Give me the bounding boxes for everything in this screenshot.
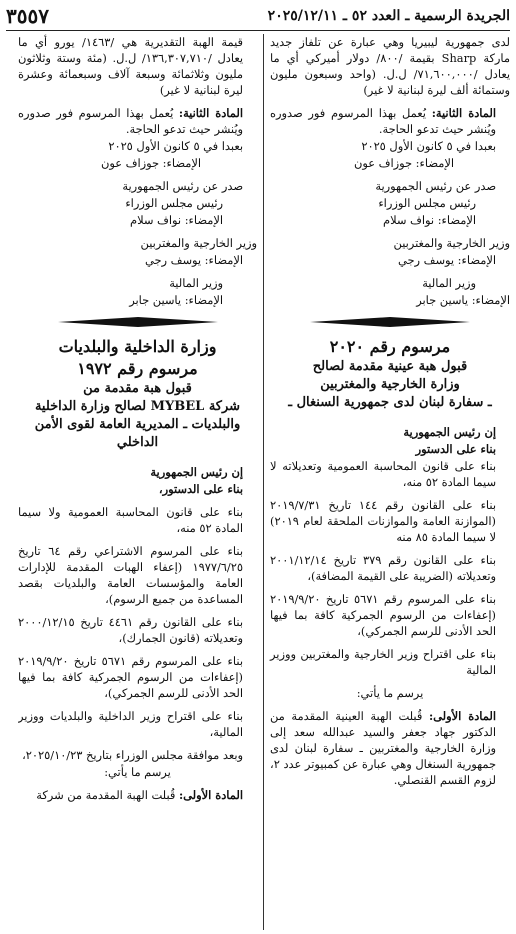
left-president-heading: إن رئيس الجمهورية	[150, 465, 243, 479]
right-decree-subtitle-2: وزارة الخارجية والمغتربين	[320, 377, 460, 392]
left-article-2	[18, 105, 257, 137]
left-article-1-label: المادة الأولى:	[178, 788, 243, 802]
left-article-1-text: قُبلت الهبة المقدمة من شركة	[36, 788, 179, 802]
left-president-signature: الإمضاء: جوزاف عون	[101, 156, 201, 170]
right-constitution-heading: بناء على الدستور	[415, 442, 496, 456]
left-decree-title: مرسوم رقم ١٩٧٢	[77, 359, 198, 378]
left-decree-subtitle-1: قبول هبة مقدمة من	[83, 381, 192, 396]
right-intro: لدى جمهورية ليبيريا وهي عبارة عن تلفاز جديد ماركة Sharp بقيمة /٨٠٠/ دولار أميركي أي ما يعادل /٧١,٦٠٠,٠٠٠/ ل.ل. (واحد وسبعون مليون وستمائة ألف ليرة لبنانية لا غير)	[270, 35, 510, 97]
left-pm-signature: الإمضاء: نواف سلام	[130, 213, 223, 227]
left-constitution-heading: بناء على الدستور،	[158, 482, 243, 496]
left-article-1	[18, 787, 257, 803]
columns	[6, 34, 510, 930]
left-issued-by: صدر عن رئيس الجمهورية	[122, 179, 243, 193]
right-fin-title: وزير المالية	[422, 276, 476, 290]
right-fin-signature: الإمضاء: ياسين جابر	[416, 293, 510, 307]
left-fm-signature: الإمضاء: يوسف رجي	[145, 253, 243, 267]
left-article-2-text: يُعمل بهذا المرسوم فور صدوره ويُنشر حيث تدعو الحاجة.	[18, 106, 243, 136]
left-article-2-label: المادة الثانية:	[178, 106, 243, 120]
left-ministry-title: وزارة الداخلية والبلديات	[58, 337, 217, 356]
right-citation-4: بناء على المرسوم رقم ٥٦٧١ تاريخ ٢٠١٩/٩/٢٠ (إعفاءات من الرسوم الجمركية كافة بما فيها الحد الأدنى للرسم الجمركي)،	[270, 592, 496, 638]
left-pm-title: رئيس مجلس الوزراء	[125, 196, 223, 210]
right-president-heading: إن رئيس الجمهورية	[403, 425, 496, 439]
page-number: ٣٥٥٧	[6, 4, 49, 28]
right-section-divider	[270, 314, 510, 330]
right-article-2-label: المادة الثانية:	[431, 106, 496, 120]
left-citation-6: وبعد موافقة مجلس الوزراء بتاريخ ٢٠٢٥/١٠/٢٣،	[22, 748, 243, 762]
right-decree-subtitle-1: قبول هبة عينية مقدمة لصالح	[312, 359, 468, 374]
left-citation-5: بناء على اقتراح وزير الداخلية والبلديات ووزير المالية،	[18, 709, 243, 739]
right-citation-1: بناء على قانون المحاسبة العمومية وتعديلاته لا سيما المادة ٥٢ منه،	[270, 459, 496, 489]
left-intro: قيمة الهبة التقديرية هي /١٤٦٣/ يورو أي ما يعادل /١٣٦,٣٠٧,٧١٠/ ل.ل. (مئة وستة وثلاثون مليون وثلاثمائة وسبعة آلاف وسبعمائة وعشرة ليرة لبنانية لا غير)	[18, 35, 243, 97]
right-article-1-label: المادة الأولى:	[428, 709, 496, 723]
right-article-2	[270, 105, 510, 137]
right-citation-3: بناء على القانون رقم ٣٧٩ تاريخ ٢٠٠١/١٢/١٤ وتعديلاته (الضريبة على القيمة المضافة)،	[270, 553, 496, 583]
right-pm-signature: الإمضاء: نواف سلام	[383, 213, 476, 227]
left-section-divider	[18, 314, 257, 330]
page-header	[6, 2, 510, 31]
right-article-1	[270, 708, 510, 788]
right-column	[264, 34, 510, 930]
left-fm-title: وزير الخارجية والمغتربين	[140, 236, 257, 250]
left-citation-4: بناء على المرسوم رقم ٥٦٧١ تاريخ ٢٠١٩/٩/٢٠ (إعفاءات من الرسوم الجمركية كافة بما فيها الحد الأدنى للرسم الجمركي)،	[18, 654, 243, 700]
left-fin-signature: الإمضاء: ياسين جابر	[129, 293, 223, 307]
right-citation-5: بناء على اقتراح وزير الخارجية والمغتربين ووزير المالية	[270, 647, 496, 677]
journal-title: الجريدة الرسمية ـ العدد ٥٢ ـ ٢٠٢٥/١٢/١١	[267, 8, 510, 24]
right-article-2-text: يُعمل بهذا المرسوم فور صدوره ويُنشر حيث تدعو الحاجة.	[270, 106, 496, 136]
left-citation-3: بناء على القانون رقم ٤٤٦١ تاريخ ٢٠٠٠/١٢/١٥ وتعديلاته (قانون الجمارك)،	[18, 615, 243, 645]
left-citation-1: بناء على قانون المحاسبة العمومية ولا سيما المادة ٥٢ منه،	[18, 505, 243, 535]
right-decrees-line: يرسم ما يأتي:	[356, 686, 424, 700]
right-fm-signature: الإمضاء: يوسف رجي	[398, 253, 496, 267]
right-fm-title: وزير الخارجية والمغتربين	[393, 236, 510, 250]
right-issued-by: صدر عن رئيس الجمهورية	[375, 179, 496, 193]
right-decree-title: مرسوم رقم ٢٠٢٠	[329, 337, 451, 356]
left-citation-2: بناء على المرسوم الاشتراعي رقم ٦٤ تاريخ ١٩٧٧/٦/٢٥ (إعفاء الهبات المقدمة للإدارات العامة والمؤسسات العامة والبلديات بقصد المساعدة من جميع الرسوم)،	[18, 544, 243, 606]
left-decrees-line: يرسم ما يأتي:	[104, 765, 171, 779]
right-date: بعبدا في ٥ كانون الأول ٢٠٢٥	[361, 139, 496, 153]
right-pm-title: رئيس مجلس الوزراء	[378, 196, 476, 210]
left-column	[18, 34, 264, 930]
left-date: بعبدا في ٥ كانون الأول ٢٠٢٥	[108, 139, 243, 153]
right-decree-subtitle-3: ـ سفارة لبنان لدى جمهورية السنغال ـ	[288, 395, 492, 410]
left-decree-subtitle-3: والبلديات ـ المديرية العامة لقوى الأمن الداخلي	[34, 417, 241, 450]
right-citation-2: بناء على القانون رقم ١٤٤ تاريخ ٢٠١٩/٧/٣١ (الموازنة العامة والموازنات الملحقة لعام ٢٠١٩) لا سيما المادة ٨٥ منه	[270, 498, 497, 544]
left-fin-title: وزير المالية	[169, 276, 223, 290]
right-president-signature: الإمضاء: جوزاف عون	[354, 156, 454, 170]
left-decree-subtitle-2: شركة MYBEL لصالح وزارة الداخلية	[34, 399, 241, 414]
right-article-1-text: قُبلت الهبة العينية المقدمة من الدكتور جهاد جعفر والسيد عبدالله سعد إلى وزارة الخارجية والمغتربين ـ سفارة لبنان لدى جمهورية السنغال وهي عبارة عن كمبيوتر عدد ٢، لزوم القسم القنصلي.	[270, 709, 496, 787]
